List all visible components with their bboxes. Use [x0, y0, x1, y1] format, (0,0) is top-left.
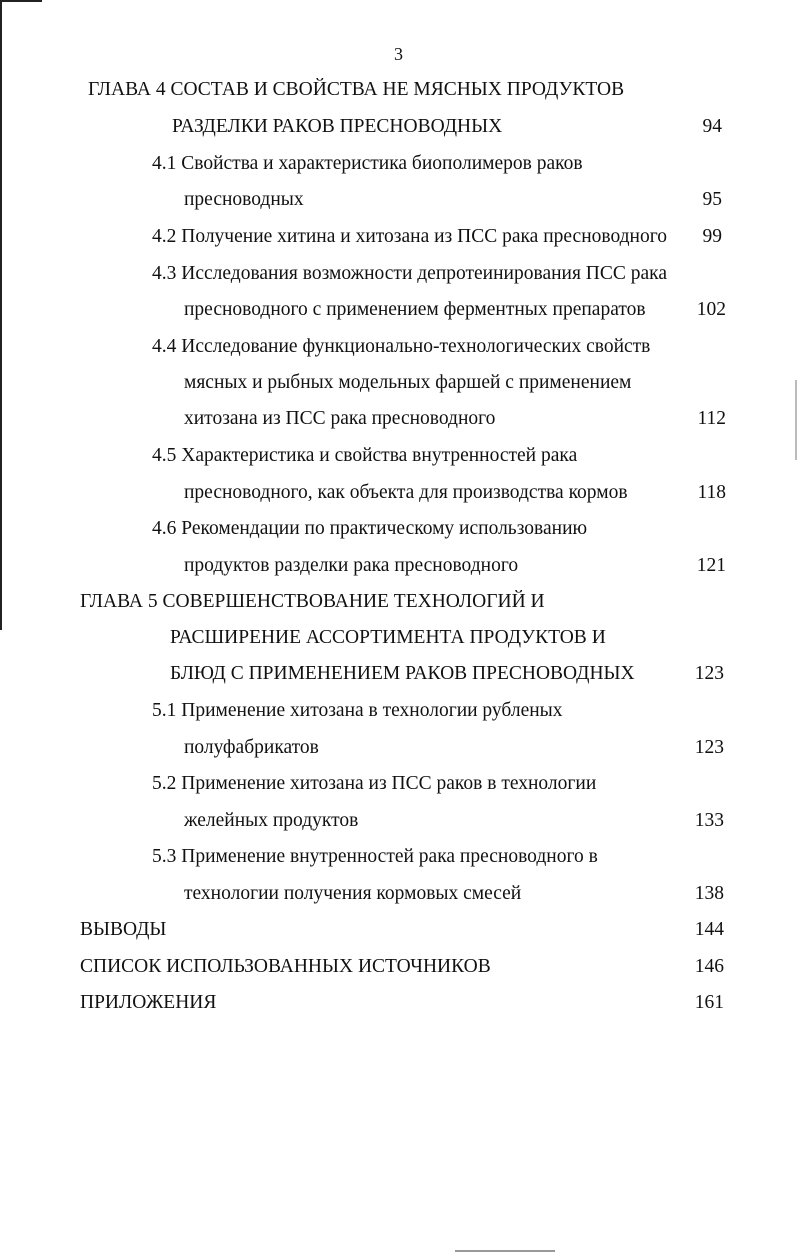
- chapter-4-title-line-1: ГЛАВА 4 СОСТАВ И СВОЙСТВА НЕ МЯСНЫХ ПРОДУКТОВ: [88, 79, 625, 100]
- section-4-3-line-2: пресноводного с применением ферментных препаратов: [184, 299, 646, 320]
- section-5-2-page: 133: [694, 810, 724, 831]
- chapter-4-page: 94: [702, 116, 722, 137]
- scan-edge-left: [0, 0, 2, 630]
- section-5-1-page: 123: [694, 737, 724, 758]
- section-4-6-line-1: 4.6 Рекомендации по практическому использованию: [152, 518, 588, 539]
- section-4-4-line-2: мясных и рыбных модельных фаршей с применением: [184, 372, 632, 393]
- chapter-5-title-line-1: ГЛАВА 5 СОВЕРШЕНСТВОВАНИЕ ТЕХНОЛОГИЙ И: [80, 591, 545, 612]
- section-5-3-line-2: технологии получения кормовых смесей: [184, 883, 522, 904]
- appendices-title: ПРИЛОЖЕНИЯ: [80, 992, 217, 1013]
- chapter-5-page: 123: [694, 663, 724, 684]
- conclusions-page: 144: [694, 919, 724, 940]
- scan-edge-top: [0, 0, 42, 2]
- page-number: 3: [394, 44, 403, 64]
- chapter-4-title-line-2: РАЗДЕЛКИ РАКОВ ПРЕСНОВОДНЫХ: [172, 116, 503, 137]
- section-4-1-page: 95: [702, 189, 722, 210]
- chapter-5-title-line-2: РАСШИРЕНИЕ АССОРТИМЕНТА ПРОДУКТОВ И: [170, 627, 606, 648]
- section-4-5-line-2: пресноводного, как объекта для производства кормов: [184, 482, 628, 503]
- section-4-3-page: 102: [696, 299, 726, 320]
- section-4-4-line-1: 4.4 Исследование функционально-технологических свойств: [152, 336, 651, 357]
- section-4-4-line-3: хитозана из ПСС рака пресноводного: [184, 408, 496, 429]
- section-4-2-line-1: 4.2 Получение хитина и хитозана из ПСС рака пресноводного: [152, 226, 668, 247]
- chapter-5-title-line-3: БЛЮД С ПРИМЕНЕНИЕМ РАКОВ ПРЕСНОВОДНЫХ: [170, 663, 635, 684]
- scan-artifact-bottom: [455, 1250, 555, 1252]
- references-page: 146: [694, 956, 724, 977]
- section-4-1-line-2: пресноводных: [184, 189, 304, 210]
- section-5-1-line-1: 5.1 Применение хитозана в технологии рубленых: [152, 700, 563, 721]
- section-5-3-page: 138: [694, 883, 724, 904]
- section-4-6-line-2: продуктов разделки рака пресноводного: [184, 555, 519, 576]
- section-4-5-line-1: 4.5 Характеристика и свойства внутренностей рака: [152, 445, 578, 466]
- appendices-page: 161: [694, 992, 724, 1013]
- section-5-1-line-2: полуфабрикатов: [184, 737, 319, 758]
- section-4-3-line-1: 4.3 Исследования возможности депротеинирования ПСС рака: [152, 263, 668, 284]
- references-title: СПИСОК ИСПОЛЬЗОВАННЫХ ИСТОЧНИКОВ: [80, 956, 491, 977]
- section-5-3-line-1: 5.3 Применение внутренностей рака пресноводного в: [152, 846, 598, 867]
- section-5-2-line-1: 5.2 Применение хитозана из ПСС раков в технологии: [152, 773, 597, 794]
- section-4-1-line-1: 4.1 Свойства и характеристика биополимеров раков: [152, 153, 583, 174]
- section-4-5-page: 118: [697, 482, 726, 503]
- conclusions-title: ВЫВОДЫ: [80, 919, 167, 940]
- section-4-2-page: 99: [702, 226, 722, 247]
- section-4-6-page: 121: [696, 555, 726, 576]
- section-5-2-line-2: желейных продуктов: [184, 810, 359, 831]
- section-4-4-page: 112: [697, 408, 726, 429]
